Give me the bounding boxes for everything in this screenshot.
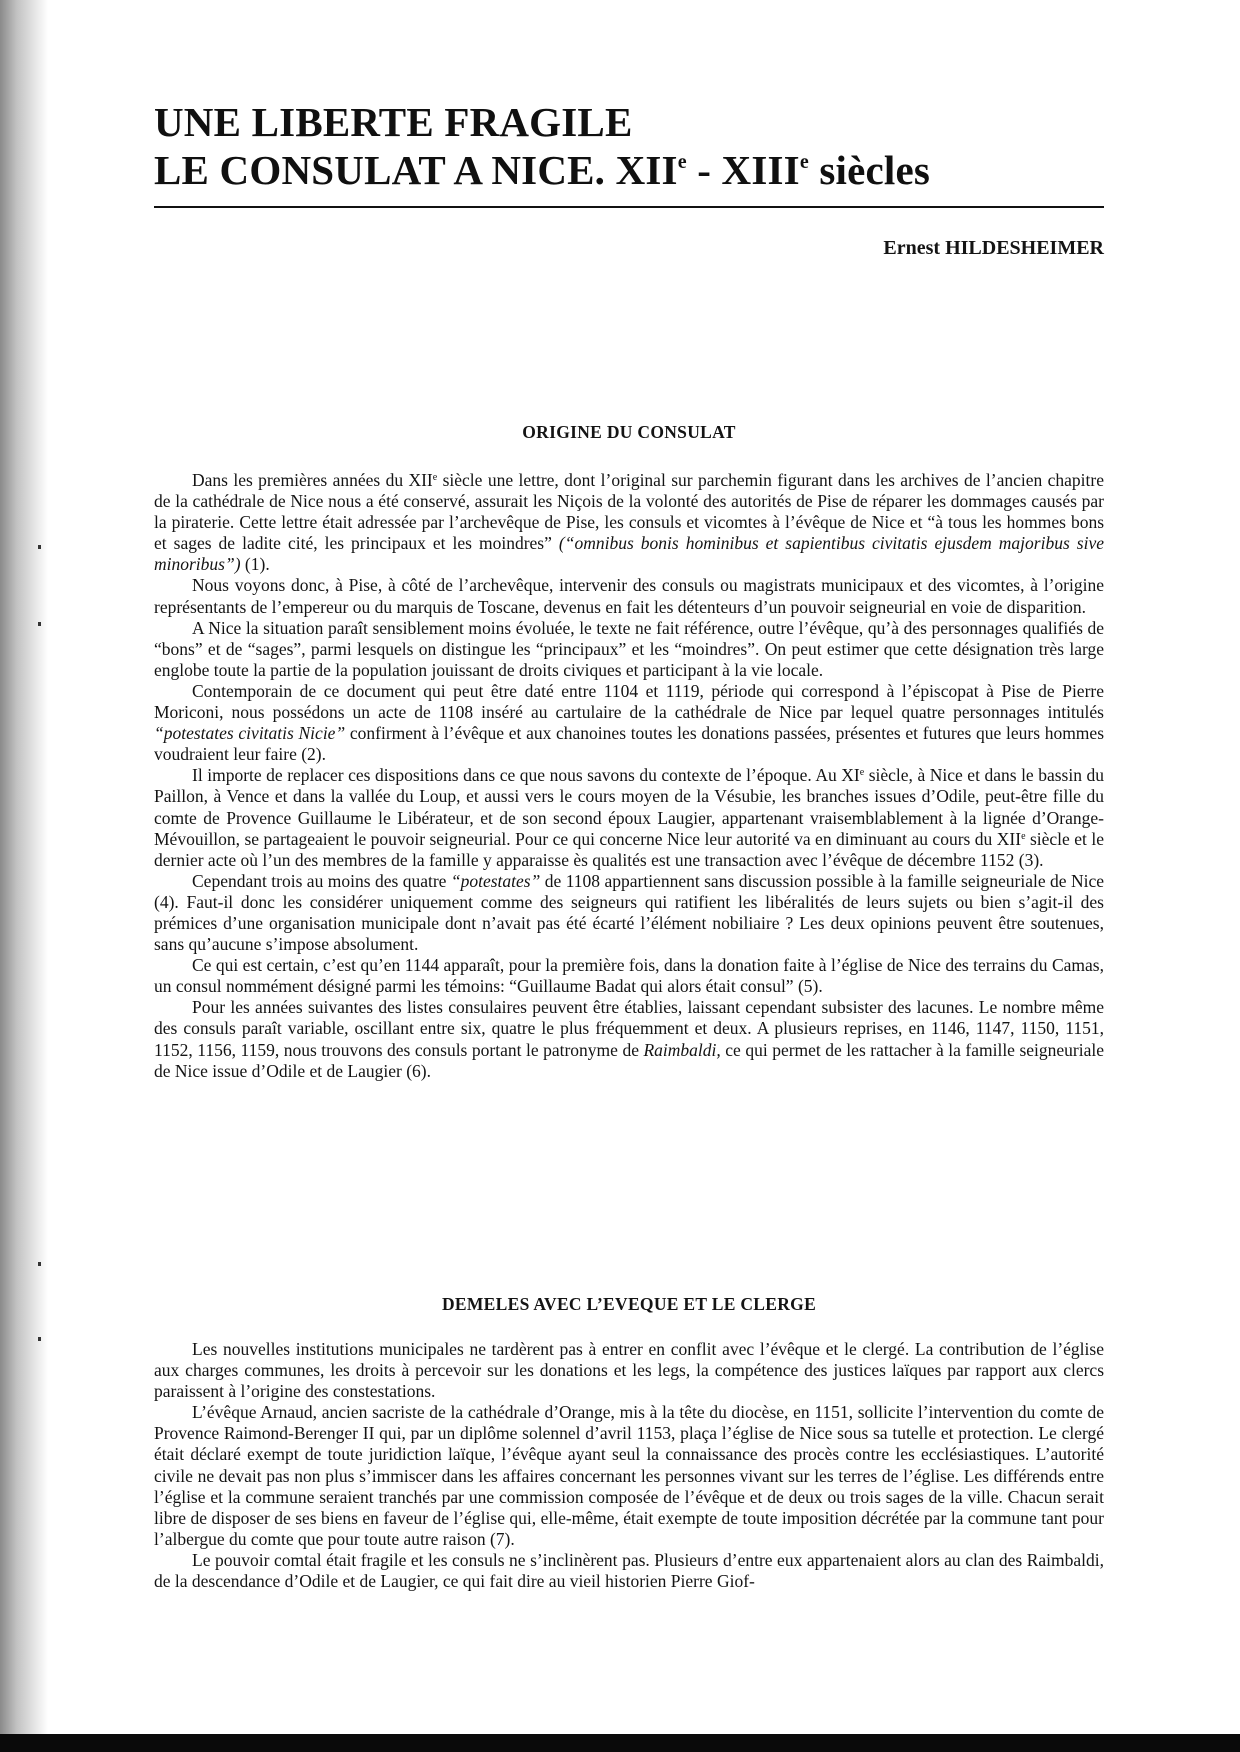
paragraph: Il importe de replacer ces dispositions dans ce que nous savons du contexte de l’époque. Au XIe siècle, à Nice et dans le bassin du Paillon, à Vence et dans la vallée du Loup, et aussi vers le cours moyen de la Vésubie, les branches issues d’Odile, peut-être fille du comte de Provence Guillaume le Libérateur, et de son second époux Laugier, appartenant vraisemblablement à la lignée d’Orange-Mévouillon, se partageaient le pouvoir seigneurial. Pour ce qui concerne Nice leur autorité va en diminuant au cours du XIIe siècle et le dernier acte où l’un des membres de la famille y apparaisse ès qualités est une transaction avec l’évêque de décembre 1152 (3). — [154, 765, 1104, 870]
title-line-1: UNE LIBERTE FRAGILE — [154, 99, 633, 145]
paragraph: L’évêque Arnaud, ancien sacriste de la cathédrale d’Orange, mis à la tête du diocèse, en 1151, sollicite l’intervention du comte de Provence Raimond-Berenger II qui, par un diplôme solennel d’avril 1153, plaça l’église de Nice sous sa tutelle et protection. Le clergé était déclaré exempt de toute juridiction laïque, l’évêque ayant seul la connaissance des procès contre les ecclésiastiques. L’autorité civile ne devait pas non plus s’immiscer dans les affaires concernant les personnes vivant sur les terres de l’église. Les différends entre l’église et la commune seraient tranchés par une commission composée de l’évêque et de deux ou trois sages de la ville. Chacun serait libre de disposer de ses biens en faveur de l’église qui, elle-même, était exempte de toute imposition décrétée par la commune tant pour l’albergue du comte que pour toute autre raison (7). — [154, 1402, 1104, 1549]
page-gutter-shadow — [0, 0, 48, 1752]
scan-mark — [38, 1337, 41, 1341]
scan-bottom-edge — [0, 1734, 1240, 1752]
scan-mark — [38, 622, 41, 626]
section-body-origine — [154, 470, 1104, 1082]
scan-mark — [38, 545, 41, 549]
paragraph: Contemporain de ce document qui peut être daté entre 1104 et 1119, période qui correspond à l’épiscopat à Pise de Pierre Moriconi, nous possédons un acte de 1108 inséré au cartulaire de la cathédrale de Nice par lequel quatre personnages intitulés “potestates civitatis Nicie” confirment à l’évêque et aux chanoines toutes les donations passées, présentes et futures que leurs hommes voudraient leur faire (2). — [154, 680, 1105, 765]
section-heading-origine: ORIGINE DU CONSULAT — [522, 422, 736, 442]
paragraph: Ce qui est certain, c’est qu’en 1144 apparaît, pour la première fois, dans la donation faite à l’église de Nice des terrains du Camas, un consul nommément désigné parmi les témoins: “Guillaume Badat qui alors était consul” (5). — [154, 955, 1104, 997]
paragraph: A Nice la situation paraît sensiblement moins évoluée, le texte ne fait référence, outre l’évêque, qu’à des personnages qualifiés de “bons” et de “sages”, parmi lesquels on distingue les “principaux” et les “moindres”. On peut estimer que cette désignation très large englobe toute la partie de la population jouissant de droits civiques et participant à la vie locale. — [154, 617, 1104, 680]
article-title — [154, 98, 1104, 194]
paragraph: Dans les premières années du XIIe siècle une lettre, dont l’original sur parchemin figurant dans les archives de l’ancien chapitre de la cathédrale de Nice nous a été conservé, assurait les Niçois de la volonté des autorités de Pise de réparer les dommages causés par la piraterie. Cette lettre était adressée par l’archevêque de Pise, les consuls et vicomtes à l’évêque de Nice et “à tous les hommes bons et sages de ladite cité, les principaux et les moindres” (“omnibus bonis hominibus et sapientibus civitatis ejusdem majoribus sive minoribus”) (1). — [154, 470, 1104, 575]
section-heading-demeles: DEMELES AVEC L’EVEQUE ET LE CLERGE — [441, 1294, 817, 1314]
paragraph: Le pouvoir comtal était fragile et les consuls ne s’inclinèrent pas. Plusieurs d’entre eux appartenaient alors au clan des Raimbaldi, de la descendance d’Odile et de Laugier, ce qui fait dire au vieil historien Pierre Giof- — [154, 1549, 1104, 1592]
section-body-demeles — [154, 1339, 1104, 1592]
paragraph: Les nouvelles institutions municipales ne tardèrent pas à entrer en conflit avec l’évêque et le clergé. La contribution de l’église aux charges communes, les droits à percevoir sur les donations et les legs, la compétence des justices laïques par rapport aux clercs paraissent à l’origine des constestations. — [154, 1339, 1104, 1402]
scan-mark — [38, 1262, 41, 1266]
paragraph: Cependant trois au moins des quatre “potestates” de 1108 appartiennent sans discussion possible à la famille seigneuriale de Nice (4). Faut-il donc les considérer uniquement comme des seigneurs qui ratifient les libéralités de leurs sujets ou bien s’agit-il des prémices d’une organisation municipale dont n’avait pas été écarté l’élément nobiliaire ? Les deux opinions peuvent être soutenues, sans qu’aucune s’impose absolument. — [154, 870, 1104, 955]
title-line-2: LE CONSULAT A NICE. XIIe - XIIIe siècles — [154, 147, 931, 193]
author-name: Ernest HILDESHEIMER — [883, 237, 1104, 259]
paragraph: Nous voyons donc, à Pise, à côté de l’archevêque, intervenir des consuls ou magistrats municipaux et des vicomtes, à l’origine représentants de l’empereur ou du marquis de Toscane, devenus en fait les détenteurs d’un pouvoir seigneurial en voie de disparition. — [154, 575, 1104, 617]
paragraph: Pour les années suivantes des listes consulaires peuvent être établies, laissant cependant subsister des lacunes. Le nombre même des consuls paraît variable, oscillant entre six, quatre le plus fréquemment et deux. A plusieurs reprises, en 1146, 1147, 1150, 1151, 1152, 1156, 1159, nous trouvons des consuls portant le patronyme de Raimbaldi, ce qui permet de les rattacher à la famille seigneuriale de Nice issue d’Odile et de Laugier (6). — [154, 997, 1104, 1081]
title-rule — [154, 206, 1104, 208]
